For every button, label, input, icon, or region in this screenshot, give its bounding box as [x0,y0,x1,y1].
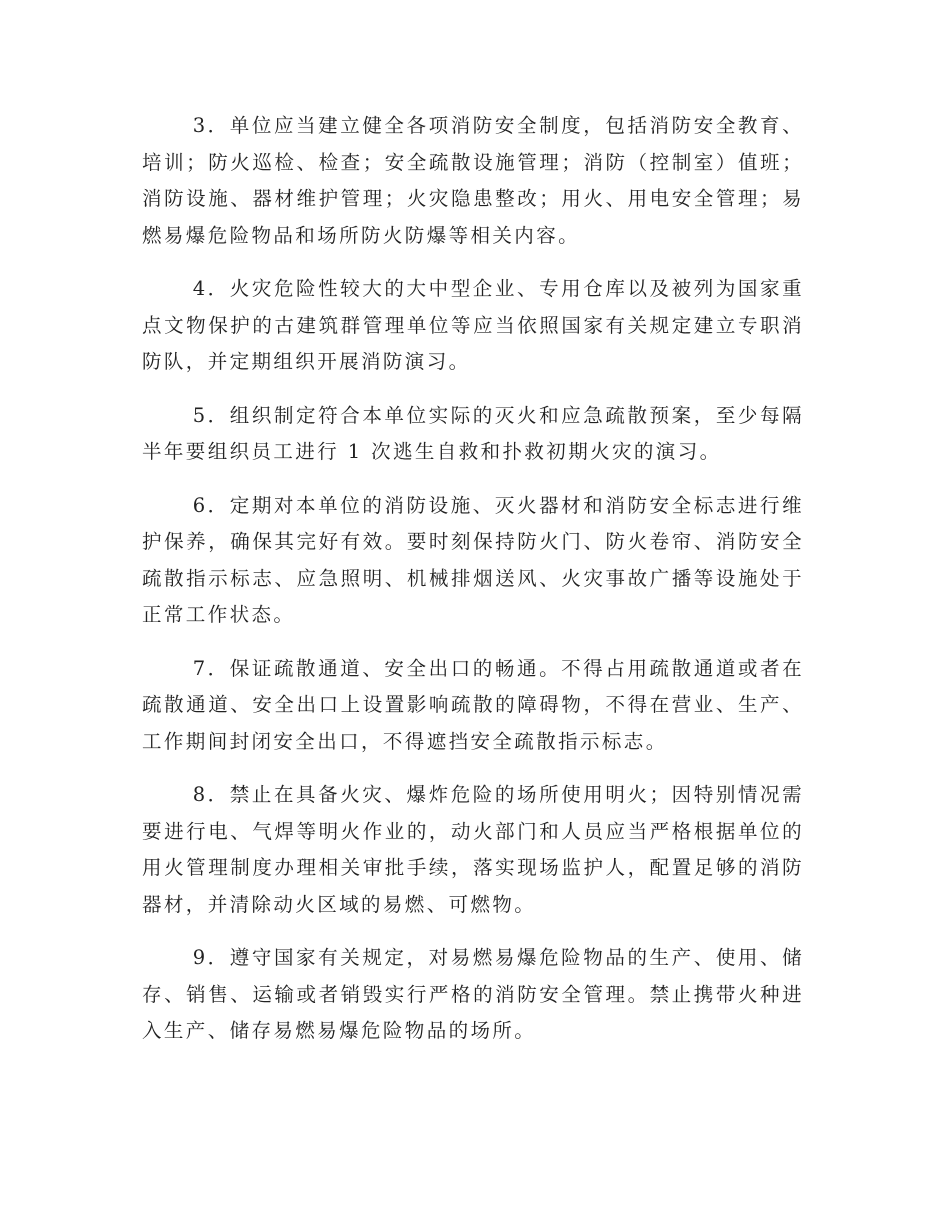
document-page [142,108,804,1067]
paragraph-item-8: 8．禁止在具备火灾、爆炸危险的场所使用明火；因特别情况需要进行电、气焊等明火作业的，动火部门和人员应当严格根据单位的用火管理制度办理相关审批手续，落实现场监护人，配置足够的消防器材，并清除动火区域的易燃、可燃物。 [142,783,804,916]
paragraph-item-4: 4．火灾危险性较大的大中型企业、专用仓库以及被列为国家重点文物保护的古建筑群管理单位等应当依照国家有关规定建立专职消防队，并定期组织开展消防演习。 [142,277,804,373]
paragraph-item-9: 9．遵守国家有关规定，对易燃易爆危险物品的生产、使用、储存、销售、运输或者销毁实行严格的消防安全管理。禁止携带火种进入生产、储存易燃易爆危险物品的场所。 [142,946,804,1042]
paragraph-item-5: 5．组织制定符合本单位实际的灭火和应急疏散预案，至少每隔半年要组织员工进行 1 次逃生自救和扑救初期火灾的演习。 [142,403,804,463]
paragraph-item-6: 6．定期对本单位的消防设施、灭火器材和消防安全标志进行维护保养，确保其完好有效。要时刻保持防火门、防火卷帘、消防安全疏散指示标志、应急照明、机械排烟送风、火灾事故广播等设施处于正常工作状态。 [142,493,804,626]
paragraph-item-3: 3．单位应当建立健全各项消防安全制度，包括消防安全教育、培训；防火巡检、检查；安全疏散设施管理；消防（控制室）值班；消防设施、器材维护管理；火灾隐患整改；用火、用电安全管理；易燃易爆危险物品和场所防火防爆等相关内容。 [142,114,804,247]
paragraph-item-7: 7．保证疏散通道、安全出口的畅通。不得占用疏散通道或者在疏散通道、安全出口上设置影响疏散的障碍物，不得在营业、生产、工作期间封闭安全出口，不得遮挡安全疏散指示标志。 [142,656,804,753]
